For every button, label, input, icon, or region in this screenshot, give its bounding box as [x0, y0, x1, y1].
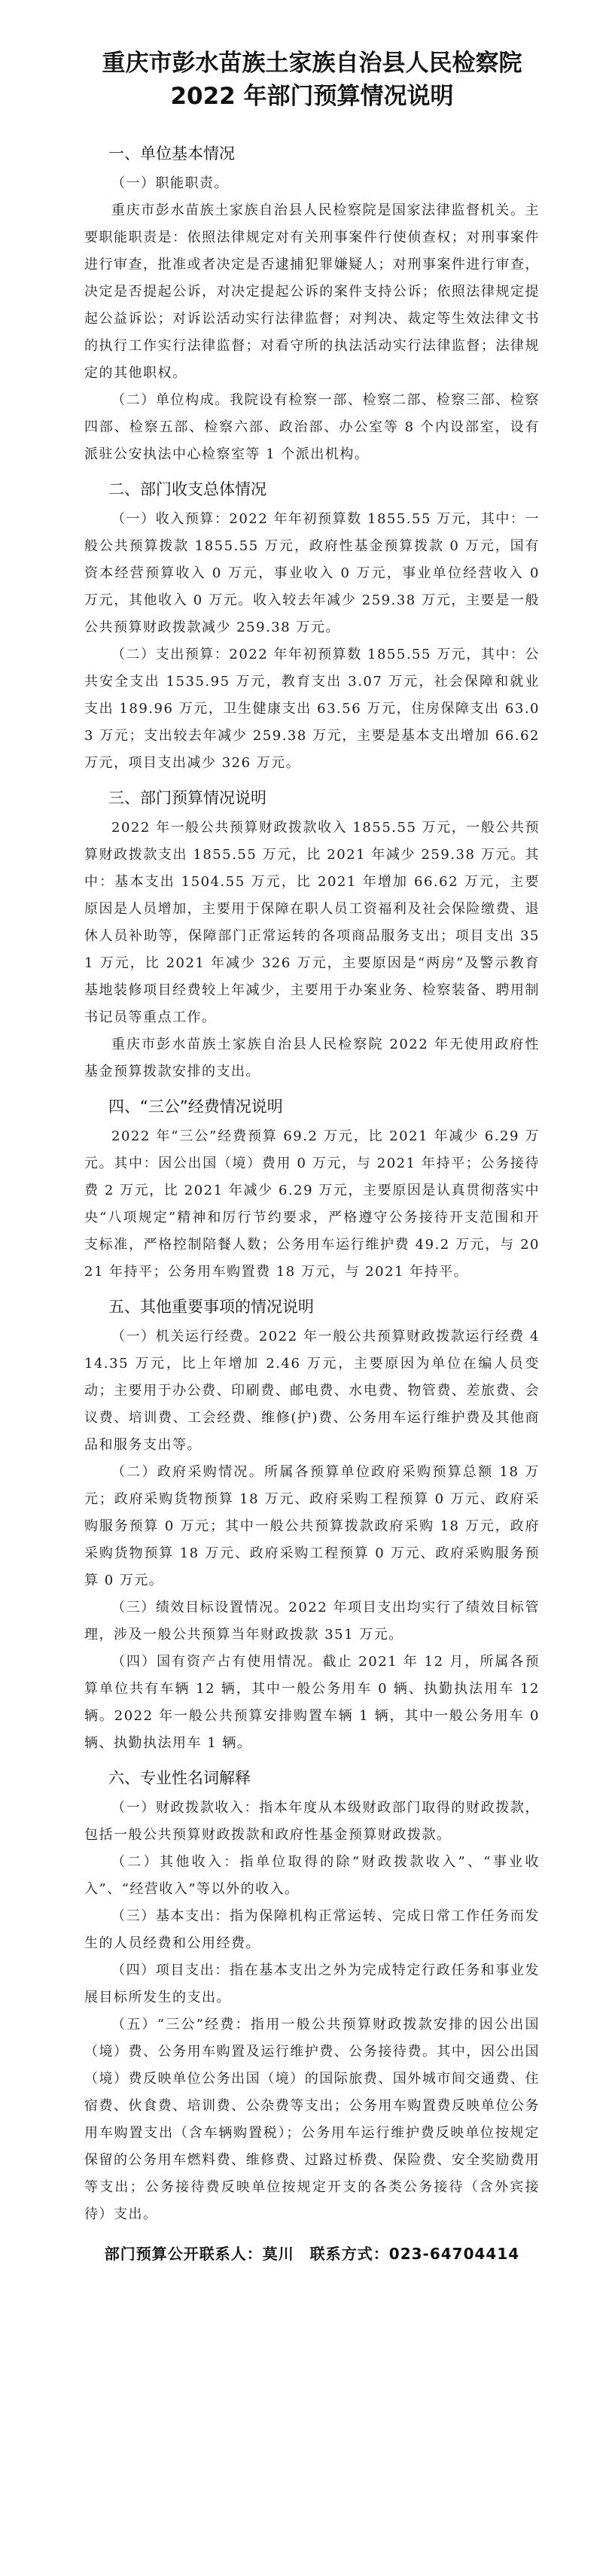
paragraph: （二）其他收入：指单位取得的除“财政拨款收入”、“事业收入”、“经营收入”等以外的收入。 [84, 1854, 540, 1897]
section-heading: 六、专业性名词解释 [108, 1769, 251, 1787]
paragraph: （二）支出预算：2022 年年初预算数 1855.55 万元，其中：公共安全支出 1535.95 万元，教育支出 3.07 万元，社会保障和就业支出 189.96 万元，卫生健康支出 63.56 万元，住房保障支出 63.03 万元；支出较去年减少 259.38 万元，主要是基本支出增加 66.62 万元，项目支出减少 326 万元。 [84, 647, 540, 771]
section-heading: 四、“三公”经费情况说明 [108, 1098, 283, 1116]
document-title-line1: 重庆市彭水苗族土家族自治县人民检察院 [102, 50, 522, 77]
paragraph: （一）收入预算：2022 年年初预算数 1855.55 万元，其中：一般公共预算拨款 1855.55 万元，政府性基金预算拨款 0 万元，国有资本经营预算收入 0 万元，事业收入 0 万元，事业单位经营收入 0 万元，其他收入 0 万元。收入较去年减少 259.38 万元，主要是一般公共预算财政拨款减少 259.38 万元。 [84, 511, 540, 635]
paragraph: （三）基本支出：指为保障机构正常运转、完成日常工作任务而发生的人员经费和公用经费。 [84, 1908, 540, 1951]
title-block [84, 47, 540, 113]
paragraph: （四）项目支出：指在基本支出之外为完成特定行政任务和事业发展目标所发生的支出。 [84, 1962, 540, 2005]
section-heading: 三、部门预算情况说明 [108, 789, 266, 807]
paragraph: （二）单位构成。我院设有检察一部、检察二部、检察三部、检察四部、检察五部、检察六部、政治部、办公室等 8 个内设部室，设有派驻公安执法中心检察室等 1 个派出机构。 [84, 392, 540, 462]
paragraph: （四）国有资产占有使用情况。截止 2021 年 12 月，所属各预算单位共有车辆 12 辆，其中一般公务用车 0 辆、执勤执法用车 12 辆。2022 年一般公共预算安排购置车辆 1 辆，其中一般公务用车 0 辆、执勤执法用车 1 辆。 [84, 1654, 540, 1751]
section-5 [84, 1293, 540, 1757]
section-2 [84, 476, 540, 777]
paragraph: 2022 年一般公共预算财政拨款收入 1855.55 万元，一般公共预算财政拨款支出 1855.55 万元，比 2021 年减少 259.38 万元。其中：基本支出 1504.55 万元，比 2021 年增加 66.62 万元，主要原因是人员增加，主要用于保障在职人员工资福利及社会保险缴费、退休人员补助等，保障部门正常运转的各项商品服务支出；项目支出 351 万元，比 2021 年减少 326 万元，主要原因是“两房”及警示教育基地装修项目经费较上年减少，主要用于办案业务、检察装备、聘用制书记员等重点工作。 [84, 820, 540, 1025]
section-4 [84, 1093, 540, 1286]
paragraph: （五）“三公”经费：指用一般公共预算财政拨款安排的因公出国（境）费、公务用车购置及运行维护费、公务接待费。其中，因公出国（境）费反映单位公务出国（境）的国际旅费、国外城市间交通费、住宿费、伙食费、培训费、公杂费等支出；公务用车购置费反映单位公务用车购置支出（含车辆购置税）；公务用车运行维护费反映单位按规定保留的公务用车燃料费、维修费、过路过桥费、保险费、安全奖励费用等支出；公务接待费反映单位按规定开支的各类公务接待（含外宾接待）支出。 [84, 2017, 540, 2222]
section-heading: 五、其他重要事项的情况说明 [108, 1298, 314, 1316]
paragraph: 重庆市彭水苗族土家族自治县人民检察院 2022 年无使用政府性基金预算拨款安排的支出。 [84, 1037, 540, 1079]
section-heading: 一、单位基本情况 [108, 145, 235, 163]
paragraph: 2022 年“三公”经费预算 69.2 万元，比 2021 年减少 6.29 万元。其中：因公出国（境）费用 0 万元，与 2021 年持平；公务接待费 2 万元，比 2021 年减少 6.29 万元，主要原因是认真贯彻落实中央“八项规定”精神和厉行节约要求，严格遵守公务接待开支范围和开支标准，严格控制陪餐人数；公务用车运行维护费 49.2 万元，与 2021 年持平；公务用车购置费 18 万元，与 2021 年持平。 [84, 1128, 540, 1280]
section-6 [84, 1765, 540, 2228]
document-body [84, 140, 540, 2228]
document-title-line2: 2022 年部门预算情况说明 [170, 83, 454, 110]
section-heading: 二、部门收支总体情况 [108, 480, 266, 498]
paragraph: （一）机关运行经费。2022 年一般公共预算财政拨款运行经费 414.35 万元，比上年增加 2.46 万元，主要原因为单位在编人员变动；主要用于办公费、印刷费、邮电费、水电费、物管费、差旅费、会议费、培训费、工会经费、维修(护)费、公务用车运行维护费及其他商品和服务支出等。 [84, 1329, 540, 1453]
paragraph: （二）政府采购情况。所属各预算单位政府采购预算总额 18 万元；政府采购货物预算 18 万元、政府采购工程预算 0 万元、政府采购服务预算 0 万元；其中一般公共预算拨款政府采购 18 万元，政府采购货物预算 18 万元、政府采购工程预算 0 万元、政府采购服务预算 0 万元。 [84, 1464, 540, 1588]
section-1 [84, 140, 540, 468]
contact-footer: 部门预算公开联系人：莫川 联系方式：023-64704414 [104, 2245, 520, 2263]
paragraph: 重庆市彭水苗族土家族自治县人民检察院是国家法律监督机关。主要职能职责是：依照法律规定对有关刑事案件行使侦查权；对刑事案件进行审查，批准或者决定是否逮捕犯罪嫌疑人；对刑事案件进行审查，决定是否提起公诉，对决定提起公诉的案件支持公诉；依照法律规定提起公益诉讼；对诉讼活动实行法律监督；对判决、裁定等生效法律文书的执行工作实行法律监督；对看守所的执法活动实行法律监督；法律规定的其他职权。 [84, 202, 540, 381]
section-3 [84, 784, 540, 1086]
paragraph: （三）绩效目标设置情况。2022 年项目支出均实行了绩效目标管理，涉及一般公共预算当年财政拨款 351 万元。 [84, 1600, 540, 1643]
paragraph: （一）职能职责。 [111, 175, 229, 191]
paragraph: （一）财政拨款收入：指本年度从本级财政部门取得的财政拨款，包括一般公共预算财政拨款和政府性基金预算财政拨款。 [84, 1800, 540, 1843]
